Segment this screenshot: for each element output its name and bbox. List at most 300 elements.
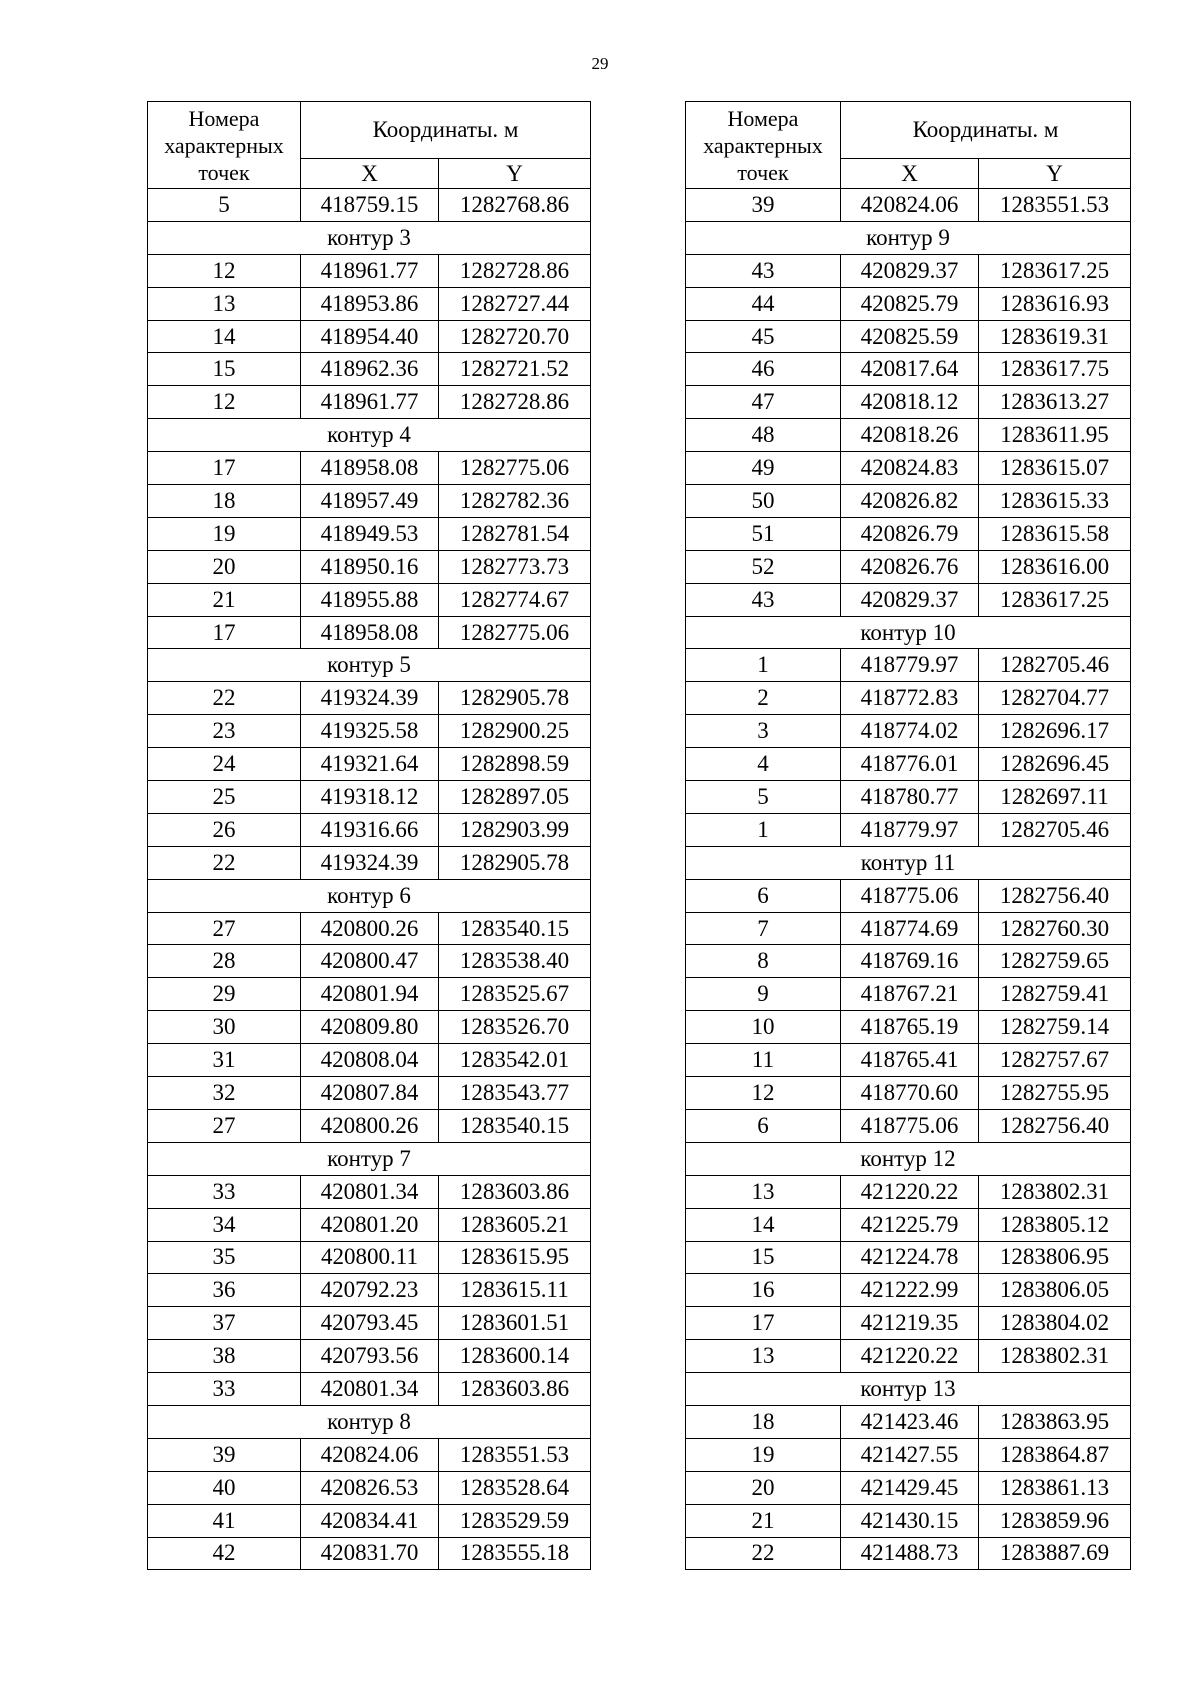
- x-coordinate-cell: 418957.49: [301, 485, 439, 518]
- point-number-cell: 22: [148, 682, 301, 715]
- x-coordinate-cell: 418949.53: [301, 517, 439, 550]
- table-row: [686, 1340, 1131, 1373]
- point-number-cell: 10: [686, 1011, 841, 1044]
- point-number-cell: 31: [148, 1044, 301, 1077]
- point-number-cell: 29: [148, 978, 301, 1011]
- x-coordinate-cell: 421423.46: [841, 1405, 979, 1438]
- x-coordinate-cell: 420793.56: [301, 1340, 439, 1373]
- table-row: [686, 254, 1131, 287]
- point-number-cell: 44: [686, 287, 841, 320]
- y-coordinate-cell: 1283616.93: [979, 287, 1131, 320]
- header-points: Номера характерных точек: [148, 102, 301, 189]
- point-number-cell: 19: [686, 1438, 841, 1471]
- y-coordinate-cell: 1283551.53: [979, 189, 1131, 222]
- table-row: [686, 682, 1131, 715]
- point-number-cell: 25: [148, 781, 301, 814]
- y-coordinate-cell: 1283611.95: [979, 419, 1131, 452]
- table-row: [148, 978, 591, 1011]
- y-coordinate-cell: 1283525.67: [439, 978, 591, 1011]
- x-coordinate-cell: 420800.26: [301, 1109, 439, 1142]
- y-coordinate-cell: 1282782.36: [439, 485, 591, 518]
- table-row: [686, 1405, 1131, 1438]
- y-coordinate-cell: 1282759.14: [979, 1011, 1131, 1044]
- table-row: [148, 1077, 591, 1110]
- point-number-cell: 50: [686, 485, 841, 518]
- x-coordinate-cell: 418962.36: [301, 353, 439, 386]
- y-coordinate-cell: 1283864.87: [979, 1438, 1131, 1471]
- x-coordinate-cell: 420825.59: [841, 320, 979, 353]
- y-coordinate-cell: 1283619.31: [979, 320, 1131, 353]
- y-coordinate-cell: 1282705.46: [979, 813, 1131, 846]
- x-coordinate-cell: 418770.60: [841, 1077, 979, 1110]
- contour-label: контур 9: [686, 221, 1131, 254]
- table-row: [148, 1011, 591, 1044]
- y-coordinate-cell: 1282903.99: [439, 813, 591, 846]
- table-row: [148, 287, 591, 320]
- x-coordinate-cell: 420801.34: [301, 1175, 439, 1208]
- x-coordinate-cell: 418958.08: [301, 616, 439, 649]
- x-coordinate-cell: 421430.15: [841, 1504, 979, 1537]
- contour-label: контур 6: [148, 879, 591, 912]
- y-coordinate-cell: 1282728.86: [439, 254, 591, 287]
- y-coordinate-cell: 1283615.58: [979, 517, 1131, 550]
- x-coordinate-cell: 420817.64: [841, 353, 979, 386]
- y-coordinate-cell: 1283616.00: [979, 550, 1131, 583]
- point-number-cell: 19: [148, 517, 301, 550]
- table-row: [686, 287, 1131, 320]
- table-row: [686, 189, 1131, 222]
- contour-label: контур 11: [686, 846, 1131, 879]
- contour-label: контур 4: [148, 419, 591, 452]
- y-coordinate-cell: 1283540.15: [439, 1109, 591, 1142]
- table-row: [148, 386, 591, 419]
- point-number-cell: 5: [686, 781, 841, 814]
- contour-row: [148, 1405, 591, 1438]
- table-row: [686, 879, 1131, 912]
- x-coordinate-cell: 418767.21: [841, 978, 979, 1011]
- table-row: [148, 1307, 591, 1340]
- point-number-cell: 33: [148, 1373, 301, 1406]
- point-number-cell: 6: [686, 879, 841, 912]
- point-number-cell: 39: [148, 1438, 301, 1471]
- table-row: [686, 912, 1131, 945]
- table-row: [148, 517, 591, 550]
- table-row: [148, 353, 591, 386]
- y-coordinate-cell: 1282727.44: [439, 287, 591, 320]
- x-coordinate-cell: 418961.77: [301, 254, 439, 287]
- table-row: [686, 353, 1131, 386]
- table-row: [686, 320, 1131, 353]
- point-number-cell: 32: [148, 1077, 301, 1110]
- table-row: [148, 452, 591, 485]
- point-number-cell: 30: [148, 1011, 301, 1044]
- x-coordinate-cell: 420800.26: [301, 912, 439, 945]
- table-row: [686, 1274, 1131, 1307]
- y-coordinate-cell: 1282759.65: [979, 945, 1131, 978]
- x-coordinate-cell: 418775.06: [841, 879, 979, 912]
- point-number-cell: 46: [686, 353, 841, 386]
- x-coordinate-cell: 420826.76: [841, 550, 979, 583]
- y-coordinate-cell: 1283551.53: [439, 1438, 591, 1471]
- table-row: [148, 1109, 591, 1142]
- y-coordinate-cell: 1283802.31: [979, 1340, 1131, 1373]
- x-coordinate-cell: 420825.79: [841, 287, 979, 320]
- table-row: [148, 1504, 591, 1537]
- point-number-cell: 37: [148, 1307, 301, 1340]
- x-coordinate-cell: 420826.53: [301, 1471, 439, 1504]
- x-coordinate-cell: 418955.88: [301, 583, 439, 616]
- point-number-cell: 12: [686, 1077, 841, 1110]
- table-row: [686, 1307, 1131, 1340]
- y-coordinate-cell: 1283805.12: [979, 1208, 1131, 1241]
- x-coordinate-cell: 420834.41: [301, 1504, 439, 1537]
- x-coordinate-cell: 420801.20: [301, 1208, 439, 1241]
- point-number-cell: 3: [686, 715, 841, 748]
- point-number-cell: 23: [148, 715, 301, 748]
- table-row: [686, 813, 1131, 846]
- point-number-cell: 1: [686, 813, 841, 846]
- point-number-cell: 20: [686, 1471, 841, 1504]
- table-row: [686, 649, 1131, 682]
- y-coordinate-cell: 1283538.40: [439, 945, 591, 978]
- table-row: [686, 485, 1131, 518]
- table-row: [148, 715, 591, 748]
- header-x: X: [301, 159, 439, 189]
- contour-label: контур 12: [686, 1142, 1131, 1175]
- y-coordinate-cell: 1283605.21: [439, 1208, 591, 1241]
- y-coordinate-cell: 1283617.75: [979, 353, 1131, 386]
- table-row: [686, 1109, 1131, 1142]
- point-number-cell: 42: [148, 1537, 301, 1570]
- contour-label: контур 13: [686, 1373, 1131, 1406]
- y-coordinate-cell: 1283613.27: [979, 386, 1131, 419]
- table-row: [686, 1537, 1131, 1570]
- x-coordinate-cell: 420792.23: [301, 1274, 439, 1307]
- point-number-cell: 34: [148, 1208, 301, 1241]
- table-row: [148, 485, 591, 518]
- y-coordinate-cell: 1282905.78: [439, 682, 591, 715]
- table-row: [148, 616, 591, 649]
- point-number-cell: 22: [148, 846, 301, 879]
- x-coordinate-cell: 418779.97: [841, 813, 979, 846]
- x-coordinate-cell: 420829.37: [841, 583, 979, 616]
- x-coordinate-cell: 420818.12: [841, 386, 979, 419]
- point-number-cell: 47: [686, 386, 841, 419]
- point-number-cell: 11: [686, 1044, 841, 1077]
- x-coordinate-cell: 418769.16: [841, 945, 979, 978]
- point-number-cell: 9: [686, 978, 841, 1011]
- point-number-cell: 43: [686, 254, 841, 287]
- point-number-cell: 51: [686, 517, 841, 550]
- y-coordinate-cell: 1283543.77: [439, 1077, 591, 1110]
- contour-row: [148, 1142, 591, 1175]
- y-coordinate-cell: 1282696.45: [979, 748, 1131, 781]
- point-number-cell: 13: [686, 1175, 841, 1208]
- table-row: [686, 1241, 1131, 1274]
- contour-row: [148, 649, 591, 682]
- header-y: Y: [439, 159, 591, 189]
- table-row: [148, 813, 591, 846]
- point-number-cell: 13: [148, 287, 301, 320]
- y-coordinate-cell: 1282720.70: [439, 320, 591, 353]
- table-row: [148, 550, 591, 583]
- point-number-cell: 26: [148, 813, 301, 846]
- y-coordinate-cell: 1282900.25: [439, 715, 591, 748]
- x-coordinate-cell: 418958.08: [301, 452, 439, 485]
- table-row: [686, 945, 1131, 978]
- y-coordinate-cell: 1282905.78: [439, 846, 591, 879]
- x-coordinate-cell: 421220.22: [841, 1340, 979, 1373]
- table-row: [686, 1175, 1131, 1208]
- contour-label: контур 8: [148, 1405, 591, 1438]
- contour-row: [686, 846, 1131, 879]
- table-row: [148, 1537, 591, 1570]
- y-coordinate-cell: 1282760.30: [979, 912, 1131, 945]
- y-coordinate-cell: 1283603.86: [439, 1175, 591, 1208]
- contour-row: [686, 1373, 1131, 1406]
- table-row: [148, 1241, 591, 1274]
- y-coordinate-cell: 1283802.31: [979, 1175, 1131, 1208]
- point-number-cell: 27: [148, 1109, 301, 1142]
- header-x: X: [841, 159, 979, 189]
- table-row: [686, 517, 1131, 550]
- table-row: [686, 1011, 1131, 1044]
- point-number-cell: 15: [148, 353, 301, 386]
- x-coordinate-cell: 419325.58: [301, 715, 439, 748]
- x-coordinate-cell: 421224.78: [841, 1241, 979, 1274]
- point-number-cell: 12: [148, 386, 301, 419]
- y-coordinate-cell: 1282756.40: [979, 879, 1131, 912]
- point-number-cell: 24: [148, 748, 301, 781]
- x-coordinate-cell: 419318.12: [301, 781, 439, 814]
- point-number-cell: 36: [148, 1274, 301, 1307]
- header-y: Y: [979, 159, 1131, 189]
- x-coordinate-cell: 418765.41: [841, 1044, 979, 1077]
- contour-label: контур 7: [148, 1142, 591, 1175]
- y-coordinate-cell: 1283615.07: [979, 452, 1131, 485]
- y-coordinate-cell: 1283804.02: [979, 1307, 1131, 1340]
- contour-label: контур 10: [686, 616, 1131, 649]
- contour-row: [686, 221, 1131, 254]
- table-row: [148, 912, 591, 945]
- x-coordinate-cell: 418775.06: [841, 1109, 979, 1142]
- point-number-cell: 52: [686, 550, 841, 583]
- y-coordinate-cell: 1283615.95: [439, 1241, 591, 1274]
- y-coordinate-cell: 1282757.67: [979, 1044, 1131, 1077]
- x-coordinate-cell: 421220.22: [841, 1175, 979, 1208]
- y-coordinate-cell: 1282755.95: [979, 1077, 1131, 1110]
- y-coordinate-cell: 1282697.11: [979, 781, 1131, 814]
- x-coordinate-cell: 421427.55: [841, 1438, 979, 1471]
- contour-row: [148, 879, 591, 912]
- table-row: [148, 1044, 591, 1077]
- table-row: [148, 1373, 591, 1406]
- table-row: [686, 748, 1131, 781]
- y-coordinate-cell: 1283806.95: [979, 1241, 1131, 1274]
- y-coordinate-cell: 1282728.86: [439, 386, 591, 419]
- y-coordinate-cell: 1283600.14: [439, 1340, 591, 1373]
- x-coordinate-cell: 418780.77: [841, 781, 979, 814]
- point-number-cell: 17: [686, 1307, 841, 1340]
- x-coordinate-cell: 419316.66: [301, 813, 439, 846]
- point-number-cell: 1: [686, 649, 841, 682]
- point-number-cell: 16: [686, 1274, 841, 1307]
- x-coordinate-cell: 418779.97: [841, 649, 979, 682]
- x-coordinate-cell: 420801.94: [301, 978, 439, 1011]
- point-number-cell: 21: [148, 583, 301, 616]
- y-coordinate-cell: 1282768.86: [439, 189, 591, 222]
- y-coordinate-cell: 1282705.46: [979, 649, 1131, 682]
- x-coordinate-cell: 420801.34: [301, 1373, 439, 1406]
- table-row: [686, 583, 1131, 616]
- x-coordinate-cell: 418765.19: [841, 1011, 979, 1044]
- y-coordinate-cell: 1282775.06: [439, 616, 591, 649]
- x-coordinate-cell: 421222.99: [841, 1274, 979, 1307]
- y-coordinate-cell: 1282897.05: [439, 781, 591, 814]
- x-coordinate-cell: 418953.86: [301, 287, 439, 320]
- contour-row: [686, 616, 1131, 649]
- y-coordinate-cell: 1283540.15: [439, 912, 591, 945]
- x-coordinate-cell: 420809.80: [301, 1011, 439, 1044]
- point-number-cell: 7: [686, 912, 841, 945]
- x-coordinate-cell: 419324.39: [301, 846, 439, 879]
- x-coordinate-cell: 418772.83: [841, 682, 979, 715]
- point-number-cell: 22: [686, 1537, 841, 1570]
- x-coordinate-cell: 421219.35: [841, 1307, 979, 1340]
- table-row: [148, 846, 591, 879]
- y-coordinate-cell: 1282704.77: [979, 682, 1131, 715]
- x-coordinate-cell: 418759.15: [301, 189, 439, 222]
- point-number-cell: 18: [686, 1405, 841, 1438]
- point-number-cell: 41: [148, 1504, 301, 1537]
- y-coordinate-cell: 1283863.95: [979, 1405, 1131, 1438]
- x-coordinate-cell: 421488.73: [841, 1537, 979, 1570]
- y-coordinate-cell: 1282759.41: [979, 978, 1131, 1011]
- table-row: [148, 1208, 591, 1241]
- x-coordinate-cell: 419321.64: [301, 748, 439, 781]
- table-row: [148, 254, 591, 287]
- x-coordinate-cell: 418961.77: [301, 386, 439, 419]
- point-number-cell: 28: [148, 945, 301, 978]
- y-coordinate-cell: 1282781.54: [439, 517, 591, 550]
- y-coordinate-cell: 1282775.06: [439, 452, 591, 485]
- point-number-cell: 35: [148, 1241, 301, 1274]
- y-coordinate-cell: 1283861.13: [979, 1471, 1131, 1504]
- y-coordinate-cell: 1282774.67: [439, 583, 591, 616]
- table-row: [148, 945, 591, 978]
- y-coordinate-cell: 1282773.73: [439, 550, 591, 583]
- table-row: [686, 452, 1131, 485]
- point-number-cell: 45: [686, 320, 841, 353]
- y-coordinate-cell: 1283555.18: [439, 1537, 591, 1570]
- point-number-cell: 12: [148, 254, 301, 287]
- table-row: [686, 781, 1131, 814]
- x-coordinate-cell: 420826.79: [841, 517, 979, 550]
- table-row: [686, 1504, 1131, 1537]
- table-row: [686, 1077, 1131, 1110]
- contour-row: [148, 419, 591, 452]
- point-number-cell: 15: [686, 1241, 841, 1274]
- contour-label: контур 5: [148, 649, 591, 682]
- y-coordinate-cell: 1283859.96: [979, 1504, 1131, 1537]
- point-number-cell: 27: [148, 912, 301, 945]
- table-row: [686, 1044, 1131, 1077]
- y-coordinate-cell: 1283526.70: [439, 1011, 591, 1044]
- point-number-cell: 18: [148, 485, 301, 518]
- point-number-cell: 40: [148, 1471, 301, 1504]
- table-row: [686, 715, 1131, 748]
- y-coordinate-cell: 1282898.59: [439, 748, 591, 781]
- y-coordinate-cell: 1282756.40: [979, 1109, 1131, 1142]
- y-coordinate-cell: 1283615.33: [979, 485, 1131, 518]
- table-row: [148, 583, 591, 616]
- point-number-cell: 17: [148, 616, 301, 649]
- x-coordinate-cell: 421225.79: [841, 1208, 979, 1241]
- table-row: [686, 978, 1131, 1011]
- point-number-cell: 5: [148, 189, 301, 222]
- point-number-cell: 4: [686, 748, 841, 781]
- point-number-cell: 8: [686, 945, 841, 978]
- point-number-cell: 39: [686, 189, 841, 222]
- table-row: [148, 1471, 591, 1504]
- point-number-cell: 6: [686, 1109, 841, 1142]
- x-coordinate-cell: 419324.39: [301, 682, 439, 715]
- x-coordinate-cell: 420818.26: [841, 419, 979, 452]
- y-coordinate-cell: 1283601.51: [439, 1307, 591, 1340]
- table-row: [686, 419, 1131, 452]
- table-row: [686, 1208, 1131, 1241]
- y-coordinate-cell: 1283603.86: [439, 1373, 591, 1406]
- x-coordinate-cell: 420824.06: [301, 1438, 439, 1471]
- table-row: [148, 1274, 591, 1307]
- point-number-cell: 20: [148, 550, 301, 583]
- x-coordinate-cell: 418776.01: [841, 748, 979, 781]
- y-coordinate-cell: 1283617.25: [979, 583, 1131, 616]
- table-row: [148, 189, 591, 222]
- point-number-cell: 33: [148, 1175, 301, 1208]
- header-points: Номера характерных точек: [686, 102, 841, 189]
- contour-label: контур 3: [148, 221, 591, 254]
- contour-row: [148, 221, 591, 254]
- x-coordinate-cell: 420831.70: [301, 1537, 439, 1570]
- x-coordinate-cell: 420793.45: [301, 1307, 439, 1340]
- x-coordinate-cell: 418774.69: [841, 912, 979, 945]
- x-coordinate-cell: 418950.16: [301, 550, 439, 583]
- point-number-cell: 14: [148, 320, 301, 353]
- table-row: [148, 1175, 591, 1208]
- table-row: [148, 320, 591, 353]
- table-row: [686, 386, 1131, 419]
- table-row: [148, 1438, 591, 1471]
- x-coordinate-cell: 420824.06: [841, 189, 979, 222]
- point-number-cell: 17: [148, 452, 301, 485]
- contour-row: [686, 1142, 1131, 1175]
- page-number: 29: [591, 54, 609, 73]
- y-coordinate-cell: 1282696.17: [979, 715, 1131, 748]
- x-coordinate-cell: 420800.47: [301, 945, 439, 978]
- y-coordinate-cell: 1283528.64: [439, 1471, 591, 1504]
- point-number-cell: 49: [686, 452, 841, 485]
- header-coordinates: Координаты. м: [841, 102, 1131, 159]
- y-coordinate-cell: 1283542.01: [439, 1044, 591, 1077]
- point-number-cell: 2: [686, 682, 841, 715]
- table-row: [686, 1471, 1131, 1504]
- point-number-cell: 13: [686, 1340, 841, 1373]
- coordinates-table-left: [147, 101, 591, 1570]
- y-coordinate-cell: 1283617.25: [979, 254, 1131, 287]
- table-row: [686, 550, 1131, 583]
- point-number-cell: 21: [686, 1504, 841, 1537]
